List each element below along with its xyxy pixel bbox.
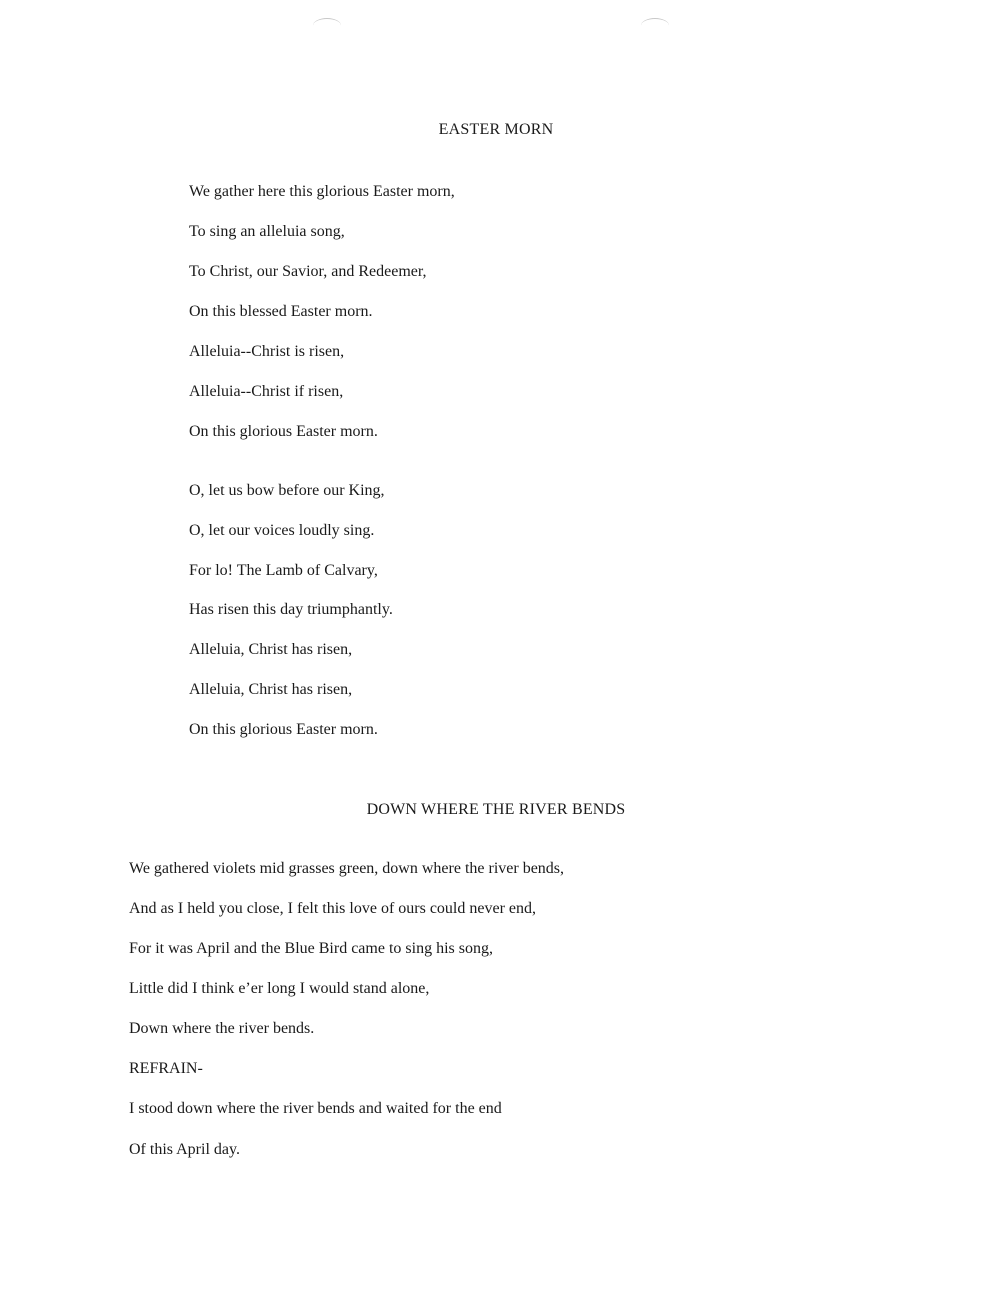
poem-line: On this glorious Easter morn. [189,721,378,738]
poem-line: Has risen this day triumphantly. [189,601,393,618]
poem-line: Little did I think e’er long I would stand alone, [129,980,430,997]
poem-line: Down where the river bends. [129,1020,315,1037]
poem-line: For it was April and the Blue Bird came to sing his song, [129,940,493,957]
refrain-label: REFRAIN- [129,1060,203,1077]
poem-line: Alleluia--Christ if risen, [189,383,344,400]
poem-line: And as I held you close, I felt this love of ours could never end, [129,900,537,917]
poem-line: Alleluia, Christ has risen, [189,681,353,698]
poem-line: Of this April day. [129,1141,240,1158]
poem-line: To sing an alleluia song, [189,223,345,240]
poem-line: To Christ, our Savior, and Redeemer, [189,263,427,280]
poem-line: Alleluia--Christ is risen, [189,343,345,360]
poem-title-down-where-the-river-bends: DOWN WHERE THE RIVER BENDS [366,801,626,818]
poem-line: Alleluia, Christ has risen, [189,641,353,658]
poem-line: On this glorious Easter morn. [189,423,378,440]
poem-line: O, let our voices loudly sing. [189,522,375,539]
poem-line: We gathered violets mid grasses green, down where the river bends, [129,860,565,877]
poem-line: On this blessed Easter morn. [189,303,373,320]
poem-line: I stood down where the river bends and waited for the end [129,1100,502,1117]
punch-hole-mark-right [641,18,669,33]
punch-hole-mark-left [313,18,341,33]
poem-line: O, let us bow before our King, [189,482,385,499]
poem-line: We gather here this glorious Easter morn, [189,183,455,200]
poem-line: For lo! The Lamb of Calvary, [189,562,378,579]
poem-title-easter-morn: EASTER MORN [438,121,554,138]
